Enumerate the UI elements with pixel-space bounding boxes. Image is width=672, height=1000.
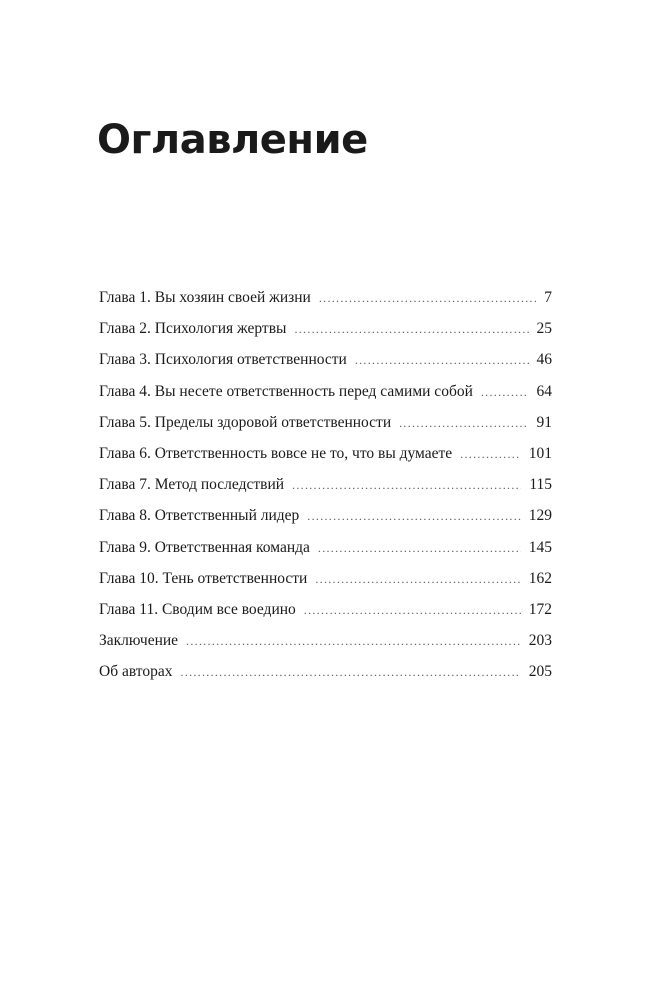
- toc-entry-title: Об авторах: [99, 663, 173, 681]
- toc-entry-chapter-3[interactable]: [99, 346, 552, 377]
- toc-entry-title: Глава 8. Ответственный лидер: [99, 507, 300, 525]
- dot-leader: [460, 440, 521, 468]
- dot-leader: [292, 471, 521, 499]
- toc-page-number: 129: [528, 507, 552, 525]
- toc-page-number: 25: [536, 320, 552, 338]
- dot-leader: [307, 502, 520, 530]
- toc-entry-title: Глава 4. Вы несете ответственность перед самими собой: [99, 382, 473, 400]
- dot-leader: [399, 409, 528, 437]
- dot-leader: [318, 534, 521, 562]
- dot-leader: [481, 378, 529, 406]
- toc-entry-title: Глава 11. Сводим все воедино: [99, 600, 296, 618]
- toc-page-number: 162: [528, 569, 552, 587]
- dot-leader: [355, 346, 529, 374]
- toc-entry-title: Глава 1. Вы хозяин своей жизни: [99, 289, 311, 306]
- toc-page-number: 46: [536, 351, 552, 369]
- toc-page-number: 205: [528, 663, 552, 681]
- toc-entry-title: Глава 3. Психология ответственности: [99, 351, 347, 369]
- toc-entry-title: Глава 10. Тень ответственности: [99, 569, 308, 587]
- toc-entry-chapter-5[interactable]: [99, 409, 552, 440]
- toc-entry-title: Глава 6. Ответственность вовсе не то, что вы думаете: [99, 444, 453, 462]
- dot-leader: [180, 658, 520, 686]
- toc-page-number: 203: [528, 632, 552, 650]
- toc-entry-chapter-9[interactable]: [99, 534, 552, 565]
- toc-entry-title: Глава 9. Ответственная команда: [99, 538, 310, 556]
- toc-entry-title: Заключение: [99, 632, 179, 650]
- dot-leader: [304, 596, 521, 624]
- toc-entry-chapter-4[interactable]: [99, 378, 552, 409]
- toc-entry-chapter-2[interactable]: [99, 315, 552, 346]
- toc-entry-chapter-11[interactable]: [99, 596, 552, 627]
- toc-page-number: 101: [528, 444, 552, 462]
- toc-entry-chapter-10[interactable]: [99, 565, 552, 596]
- page-title: Оглавление: [97, 117, 368, 163]
- toc-page-number: 7: [544, 289, 552, 306]
- toc-entry-title: Глава 7. Метод последствий: [99, 476, 285, 494]
- toc-entry-title: Глава 5. Пределы здоровой ответственности: [99, 413, 392, 431]
- toc-page-number: 115: [529, 476, 552, 494]
- toc-entry-chapter-6[interactable]: [99, 440, 552, 471]
- toc-entry-chapter-7[interactable]: [99, 471, 552, 502]
- dot-leader: [315, 565, 520, 593]
- dot-leader: [294, 315, 528, 343]
- toc-page-number: 91: [536, 413, 552, 431]
- toc-page-number: 145: [528, 538, 552, 556]
- toc-page-number: 64: [536, 382, 552, 400]
- toc-entry-chapter-8[interactable]: [99, 502, 552, 533]
- dot-leader: [319, 284, 536, 312]
- dot-leader: [186, 627, 521, 655]
- toc-entry-chapter-1[interactable]: [99, 284, 552, 315]
- toc-page-number: 172: [528, 600, 552, 618]
- table-of-contents: [99, 284, 552, 689]
- toc-entry-conclusion[interactable]: [99, 627, 552, 658]
- toc-entry-about-authors[interactable]: [99, 658, 552, 689]
- toc-entry-title: Глава 2. Психология жертвы: [99, 320, 287, 338]
